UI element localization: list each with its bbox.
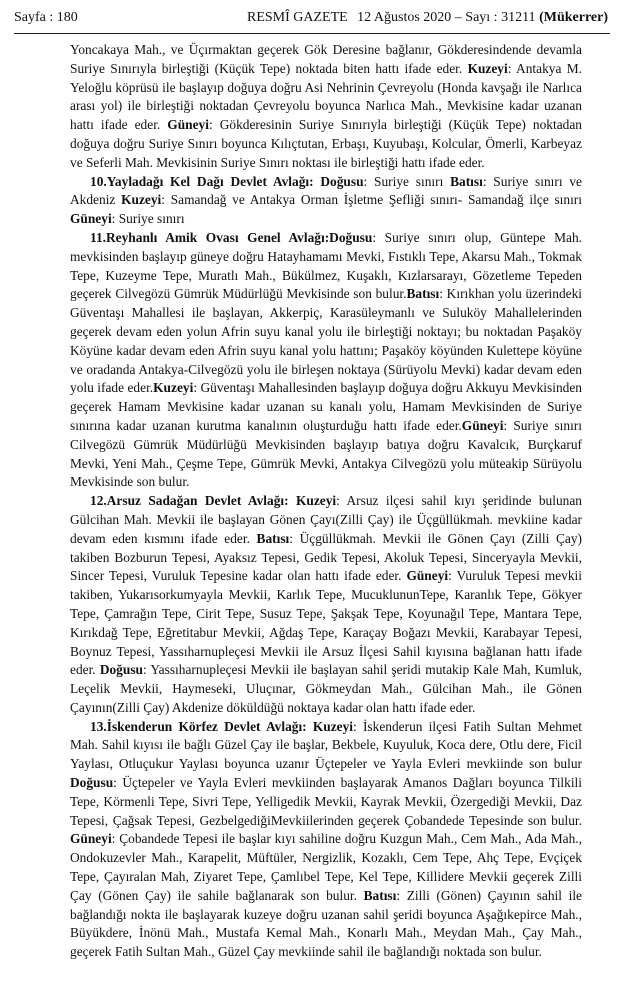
page-header [14,10,608,32]
bold-label: 13.İskenderun Körfez Devlet Avlağı: Kuzeyi [90,718,354,734]
bold-label: Batısı [363,887,397,903]
issue-info [357,10,608,26]
paragraph [70,718,582,962]
paragraph [70,41,582,173]
issue-date-number: 12 Ağustos 2020 – Sayı : 31211 [357,10,540,25]
paragraph-text: : Antakya M. Yeloğlu köprüsü ile başlayıp doğuya doğru Asi Nehrinin Çevreyolu (Honda kavşağı ile Narlıca arası yol) ile birleştiği noktadan Çevreyolu boyunca Narlıca Mah., Mevkisine kadar uzanan hattı ifade eder. [70,60,582,133]
gazette-title: RESMÎ GAZETE [247,10,348,25]
bold-label: Kuzeyi [153,380,194,396]
paragraph-text: : Arsuz ilçesi sahil kıyı şeridinde bulunan Gülcihan Mah. Mevkii ile başlayan Gönen Çayı(Zilli Çay) ile Üçgüllükmah. mevkiine kadar devam eden kısmını ifade eder. [70,493,582,546]
paragraph-text: : Üçgüllükmah. Mevkii ile Gönen Çayı (Zilli Çay) takiben Bozburun Tepesi, Ayaksız Tepesi, Gedik Tepesi, Akoluk Tepesi, Sinceryayla Mevkii, Sincer Tepesi, Vuruluk Tepesine kadar olan hattı ifade eder. [70,530,582,584]
bold-label: 12.Arsuz Sadağan Devlet Avlağı: Kuzeyi [90,493,337,509]
bold-label: 10.Yayladağı Kel Dağı Devlet Avlağı: Doğusu [90,173,364,189]
paragraph-text: : Suriye sınırı Cilvegözü Gümrük Müdürlüğü Mevkisinden başlayıp batıya doğru Kavalcık, Burçkaruf Mevki, Yeni Mah., Çeşme Tepe, Gümrük Mevki, Antakya Cilvegözü yolu müteakip Sürüyolu Mevkisinde son bulur. [70,417,582,490]
paragraph-text: : Üçtepeler ve Yayla Evleri mevkiinden başlayarak Amanos Dağları boyunca Tilkili Tepe, Körmenli Tepe, Sivri Tepe, Yelligedik Mevkii, Kayrak Mevkii, Özergediği Mevkii, Daz Tepesi, Çağsak Tepesi, GezbelgediğiMevkiilerinden geçerek Çobandede Tepesinde son bulur. [70,775,582,828]
paragraph-text: : İskenderun ilçesi Fatih Sultan Mehmet Mah. Sahil kıyısı ile bağlı Güzel Çay ile başlar, Bekbele, Kuyuluk, Koca dere, Otlu dere, Ficil Yaylası, Otluçukur Yaylası boyunca uzanır Üçtepeler ve Yayla Evleri mevkiinde son bulur [70,718,582,772]
bold-label: Kuzeyi [121,192,162,208]
paragraph-text: : Suriye sınırı [363,173,451,189]
bold-label: 11.Reyhanlı Amik Ovası Genel Avlağı:Doğusu [90,229,373,245]
bold-label: Güneyi [167,117,209,133]
bold-label: Kuzeyi [467,60,508,76]
paragraph-text: : Samandağ ve Antakya Orman İşletme Şefliği sınırı- Samandağ ilçe sınırı [161,192,582,208]
issue-tag: (Mükerrer) [539,10,608,25]
paragraph-text: : Gökderesinin Suriye Sınırıyla birleştiği (Küçük Tepe) noktadan doğuya doğru Suriye Sınırı boyunca Kılıçtutan, Erbaşı, Kuyubaşı, Kolcular, Ömerli, Karbeyaz ve Seferli Mah. Mevkisinin Suriye Sınırı noktası ile birleştiği hattı ifade eder. [70,117,582,170]
document-body [70,41,582,962]
paragraph-text: : Suriye sınırı ve Akdeniz [70,173,582,208]
bold-label: Güneyi [70,211,112,227]
paragraph-text: : Zilli (Gönen) Çayının sahil ile bağlandığı nokta ile başlayarak kuzeye doğru uzanan sahil şeridi boyunca Aşağıkepirce Mah., Büyükdere, İnönü Mah., Mustafa Kemal Mah., Konarlı Mah., Meydan Mah., Çay Mah., geçerek Fatih Sultan Mah., Güzel Çay mevkiinde sahil ile bağlandığı noktada son bulur. [70,887,582,960]
bold-label: Güneyi [70,831,112,847]
paragraph-text: : Suriye sınırı [111,211,185,227]
bold-label: Güneyi [461,417,504,433]
paragraph-text: : Suriye sınırı olup, Güntepe Mah. mevkisinden başlayıp güneye doğru Hatayhamamı Mevki, Fıstıklı Tepe, Akarsu Mah., Tokmak Tepe, Kuzeyme Tepe, Muratlı Mah., Bükülmez, Kuşaklı, Kızlarsarayı, Gözetleme Tepeden geçerek Cilvegözü Gümrük Müdürlüğü Mevkisinde son bulur. [70,229,582,302]
bold-label: Güneyi [406,568,449,584]
page-number: Sayfa : 180 [14,10,78,25]
paragraph-text: : Çobandede Tepesi ile başlar kıyı sahiline doğru Kuzgun Mah., Cem Mah., Ada Mah., Ondokuzevler Mah., Karapelit, Müftüler, Nergizlik, Kozaklı, Cem Tepe, Ahç Tepe, Evçiçek Tepe, Çayıralan Mah, Ziyaret Tepe, Çamlıbel Tepe, Kel Tepe, Killidere Mevkii geçerek Zilli Çay (Gönen Çay) ile sahile bağlanarak son bulur. [70,831,582,903]
bold-label: Doğusu [99,662,143,678]
bold-label: Batısı [450,173,483,189]
bold-label: Doğusu [70,775,114,791]
paragraph-text: : Kırıkhan yolu üzerindeki Güventaşı Mahallesi ile başlayan, Akkerpiç, Karasüleymanlı ve Suluköy Mahallelerinden geçerek devam eden yolun Afrin suyu kanal yolu ile birleştiği noktayı; bu noktadan Paşaköy Köyüne kadar devam eden Afrin suyu kanal yolu hattını; Paşaköy köyünden Kulettepe köyüne ve oradanda Antakya-Cilvegözü yolu ile birleşen noktaya (Sürüyolu Mevki) kadar devam eden yolu ifade eder. [70,286,583,396]
paragraph-text: Yoncakaya Mah., ve Üçırmaktan geçerek Gök Deresine bağlanır, Gökderesindende devamla Suriye Sınırıyla birleştiği (Küçük Tepe) noktada biten hattı ifade eder. [70,42,582,76]
bold-label: Batısı [406,286,440,302]
paragraph-text: : Vuruluk Tepesi mevkii takiben, Yukarısorkumyayla Mevkii, Karlık Tepe, MucuklununTepe, Karanlık Tepe, Gökyer Tepe, Çamrağın Tepe, Cirit Tepe, Susuz Tepe, Şakşak Tepe, Koyunağıl Tepe, Mantara Tepe, Kırıkdağ Tepe, Eğretitabur Mevkii, Ağdaş Tepe, Karaçay Boğazı Mevkii, Karabayar Tepesi, Boynuz Tepesi, Yassıharnupleçesi Mevkii ile Arsuz İlçesi Sahil kıyısına bağlanan hattı ifade eder. [70,568,582,678]
paragraph [70,173,582,229]
paragraph [70,492,582,718]
header-rule [14,33,610,34]
paragraph-text: : Güventaşı Mahallesinden başlayıp doğuya doğru Akkuyu Mevkisinden geçerek Hamam Mevkisine kadar uzanan su kanalı yolu, Hamam Mevkisinden de Suriye sınırına kadar uzanan kurutma kanalının oluşturduğu hattı ifade eder. [70,380,582,433]
paragraph [70,229,582,492]
paragraph-text: : Yassıharnupleçesi Mevkii ile başlayan sahil şeridi mutakip Kale Mah, Kumluk, Leçelik Mevkii, Haymeseki, Uluçınar, Gökmeydan Mah., Gülcihan Mah., ile Gönen Çayının(Zilli Çay) Akdenize döküldüğü noktaya kadar olan hattı ifade eder. [70,662,583,715]
bold-label: Batısı [256,530,290,546]
